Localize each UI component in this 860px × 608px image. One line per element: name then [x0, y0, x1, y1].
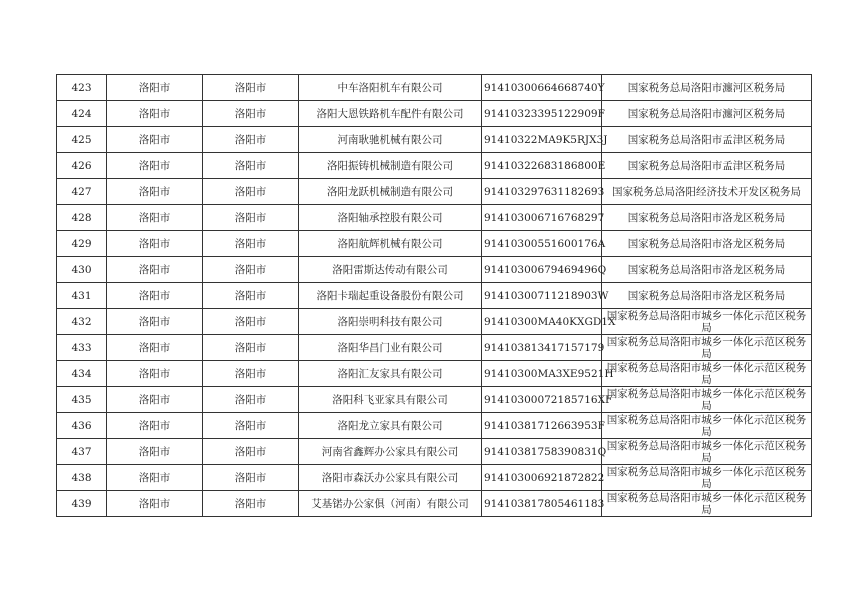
credit-code-cell: 91410322683186800E	[482, 153, 602, 179]
credit-code-cell: 914103006921872822	[482, 465, 602, 491]
credit-code-cell: 91410381712663953F	[482, 413, 602, 439]
row-number: 430	[57, 257, 107, 283]
city-cell: 洛阳市	[107, 283, 203, 309]
row-number: 431	[57, 283, 107, 309]
row-number: 424	[57, 101, 107, 127]
city-cell: 洛阳市	[107, 491, 203, 517]
company-name-cell: 洛阳振铸机械制造有限公司	[299, 153, 482, 179]
company-name-cell: 河南省鑫辉办公家具有限公司	[299, 439, 482, 465]
row-number: 429	[57, 231, 107, 257]
table-row	[57, 413, 812, 439]
credit-code-cell: 91410300MA3XE9521H	[482, 361, 602, 387]
district-cell: 洛阳市	[203, 75, 299, 101]
row-number: 425	[57, 127, 107, 153]
district-cell: 洛阳市	[203, 491, 299, 517]
city-cell: 洛阳市	[107, 231, 203, 257]
tax-office-cell: 国家税务总局洛阳市洛龙区税务局	[602, 257, 812, 283]
tax-office-cell: 国家税务总局洛阳市洛龙区税务局	[602, 283, 812, 309]
tax-office-cell: 国家税务总局洛阳市孟津区税务局	[602, 153, 812, 179]
tax-office-cell: 国家税务总局洛阳市洛龙区税务局	[602, 205, 812, 231]
city-cell: 洛阳市	[107, 309, 203, 335]
tax-office-cell: 国家税务总局洛阳市瀍河区税务局	[602, 75, 812, 101]
table-row	[57, 361, 812, 387]
table-row	[57, 309, 812, 335]
district-cell: 洛阳市	[203, 465, 299, 491]
table-row	[57, 101, 812, 127]
credit-code-cell: 91410322MA9K5RJX3J	[482, 127, 602, 153]
district-cell: 洛阳市	[203, 153, 299, 179]
table-row	[57, 491, 812, 517]
company-name-cell: 洛阳大恩铁路机车配件有限公司	[299, 101, 482, 127]
company-name-cell: 洛阳崇明科技有限公司	[299, 309, 482, 335]
district-cell: 洛阳市	[203, 387, 299, 413]
row-number: 439	[57, 491, 107, 517]
city-cell: 洛阳市	[107, 439, 203, 465]
row-number: 438	[57, 465, 107, 491]
credit-code-cell: 91410300664668740Y	[482, 75, 602, 101]
credit-code-cell: 914103006716768297	[482, 205, 602, 231]
tax-office-cell: 国家税务总局洛阳市城乡一体化示范区税务局	[602, 465, 812, 491]
company-name-cell: 洛阳科飞亚家具有限公司	[299, 387, 482, 413]
company-name-cell: 洛阳龙立家具有限公司	[299, 413, 482, 439]
district-cell: 洛阳市	[203, 205, 299, 231]
row-number: 423	[57, 75, 107, 101]
tax-office-cell: 国家税务总局洛阳市城乡一体化示范区税务局	[602, 387, 812, 413]
company-name-cell: 洛阳航辉机械有限公司	[299, 231, 482, 257]
row-number: 433	[57, 335, 107, 361]
table-row	[57, 439, 812, 465]
city-cell: 洛阳市	[107, 387, 203, 413]
credit-code-cell: 91410300679469496Q	[482, 257, 602, 283]
tax-office-cell: 国家税务总局洛阳市城乡一体化示范区税务局	[602, 361, 812, 387]
row-number: 437	[57, 439, 107, 465]
district-cell: 洛阳市	[203, 231, 299, 257]
table-body	[57, 75, 812, 517]
company-name-cell: 洛阳卡瑞起重设备股份有限公司	[299, 283, 482, 309]
company-name-cell: 洛阳市森沃办公家具有限公司	[299, 465, 482, 491]
table-row	[57, 75, 812, 101]
company-name-cell: 河南耿驰机械有限公司	[299, 127, 482, 153]
district-cell: 洛阳市	[203, 439, 299, 465]
row-number: 427	[57, 179, 107, 205]
table-row	[57, 231, 812, 257]
company-name-cell: 洛阳汇友家具有限公司	[299, 361, 482, 387]
district-cell: 洛阳市	[203, 413, 299, 439]
company-name-cell: 洛阳龙跃机械制造有限公司	[299, 179, 482, 205]
city-cell: 洛阳市	[107, 205, 203, 231]
credit-code-cell: 914103813417157179	[482, 335, 602, 361]
tax-office-cell: 国家税务总局洛阳市洛龙区税务局	[602, 231, 812, 257]
district-cell: 洛阳市	[203, 361, 299, 387]
district-cell: 洛阳市	[203, 309, 299, 335]
district-cell: 洛阳市	[203, 335, 299, 361]
table-row	[57, 205, 812, 231]
table-row	[57, 127, 812, 153]
tax-office-cell: 国家税务总局洛阳市城乡一体化示范区税务局	[602, 439, 812, 465]
city-cell: 洛阳市	[107, 75, 203, 101]
row-number: 428	[57, 205, 107, 231]
city-cell: 洛阳市	[107, 335, 203, 361]
credit-code-cell: 91410323395122909F	[482, 101, 602, 127]
tax-office-cell: 国家税务总局洛阳市城乡一体化示范区税务局	[602, 335, 812, 361]
credit-code-cell: 91410300551600176A	[482, 231, 602, 257]
row-number: 434	[57, 361, 107, 387]
table-row	[57, 153, 812, 179]
tax-office-cell: 国家税务总局洛阳经济技术开发区税务局	[602, 179, 812, 205]
tax-office-cell: 国家税务总局洛阳市孟津区税务局	[602, 127, 812, 153]
district-cell: 洛阳市	[203, 283, 299, 309]
table-row	[57, 335, 812, 361]
city-cell: 洛阳市	[107, 101, 203, 127]
city-cell: 洛阳市	[107, 127, 203, 153]
district-cell: 洛阳市	[203, 257, 299, 283]
credit-code-cell: 91410329763118269З	[482, 179, 602, 205]
row-number: 436	[57, 413, 107, 439]
company-name-cell: 洛阳华昌门业有限公司	[299, 335, 482, 361]
table-row	[57, 387, 812, 413]
district-cell: 洛阳市	[203, 127, 299, 153]
tax-office-cell: 国家税务总局洛阳市城乡一体化示范区税务局	[602, 309, 812, 335]
table-row	[57, 179, 812, 205]
city-cell: 洛阳市	[107, 465, 203, 491]
company-name-cell: 洛阳雷斯达传动有限公司	[299, 257, 482, 283]
city-cell: 洛阳市	[107, 361, 203, 387]
district-cell: 洛阳市	[203, 101, 299, 127]
tax-office-cell: 国家税务总局洛阳市瀍河区税务局	[602, 101, 812, 127]
tax-office-cell: 国家税务总局洛阳市城乡一体化示范区税务局	[602, 491, 812, 517]
city-cell: 洛阳市	[107, 413, 203, 439]
table-row	[57, 465, 812, 491]
company-name-cell: 洛阳轴承控股有限公司	[299, 205, 482, 231]
row-number: 432	[57, 309, 107, 335]
credit-code-cell: 914103817805461183	[482, 491, 602, 517]
city-cell: 洛阳市	[107, 257, 203, 283]
row-number: 426	[57, 153, 107, 179]
credit-code-cell: 91410300072185716XF	[482, 387, 602, 413]
credit-code-cell: 91410381758390831Q	[482, 439, 602, 465]
credit-code-cell: 91410300MA40KXGD1X	[482, 309, 602, 335]
tax-office-cell: 国家税务总局洛阳市城乡一体化示范区税务局	[602, 413, 812, 439]
table-row	[57, 257, 812, 283]
table-row	[57, 283, 812, 309]
city-cell: 洛阳市	[107, 179, 203, 205]
city-cell: 洛阳市	[107, 153, 203, 179]
taxpayer-table	[56, 74, 812, 517]
district-cell: 洛阳市	[203, 179, 299, 205]
company-name-cell: 艾基锘办公家俱（河南）有限公司	[299, 491, 482, 517]
credit-code-cell: 91410300711218903W	[482, 283, 602, 309]
row-number: 435	[57, 387, 107, 413]
company-name-cell: 中车洛阳机车有限公司	[299, 75, 482, 101]
